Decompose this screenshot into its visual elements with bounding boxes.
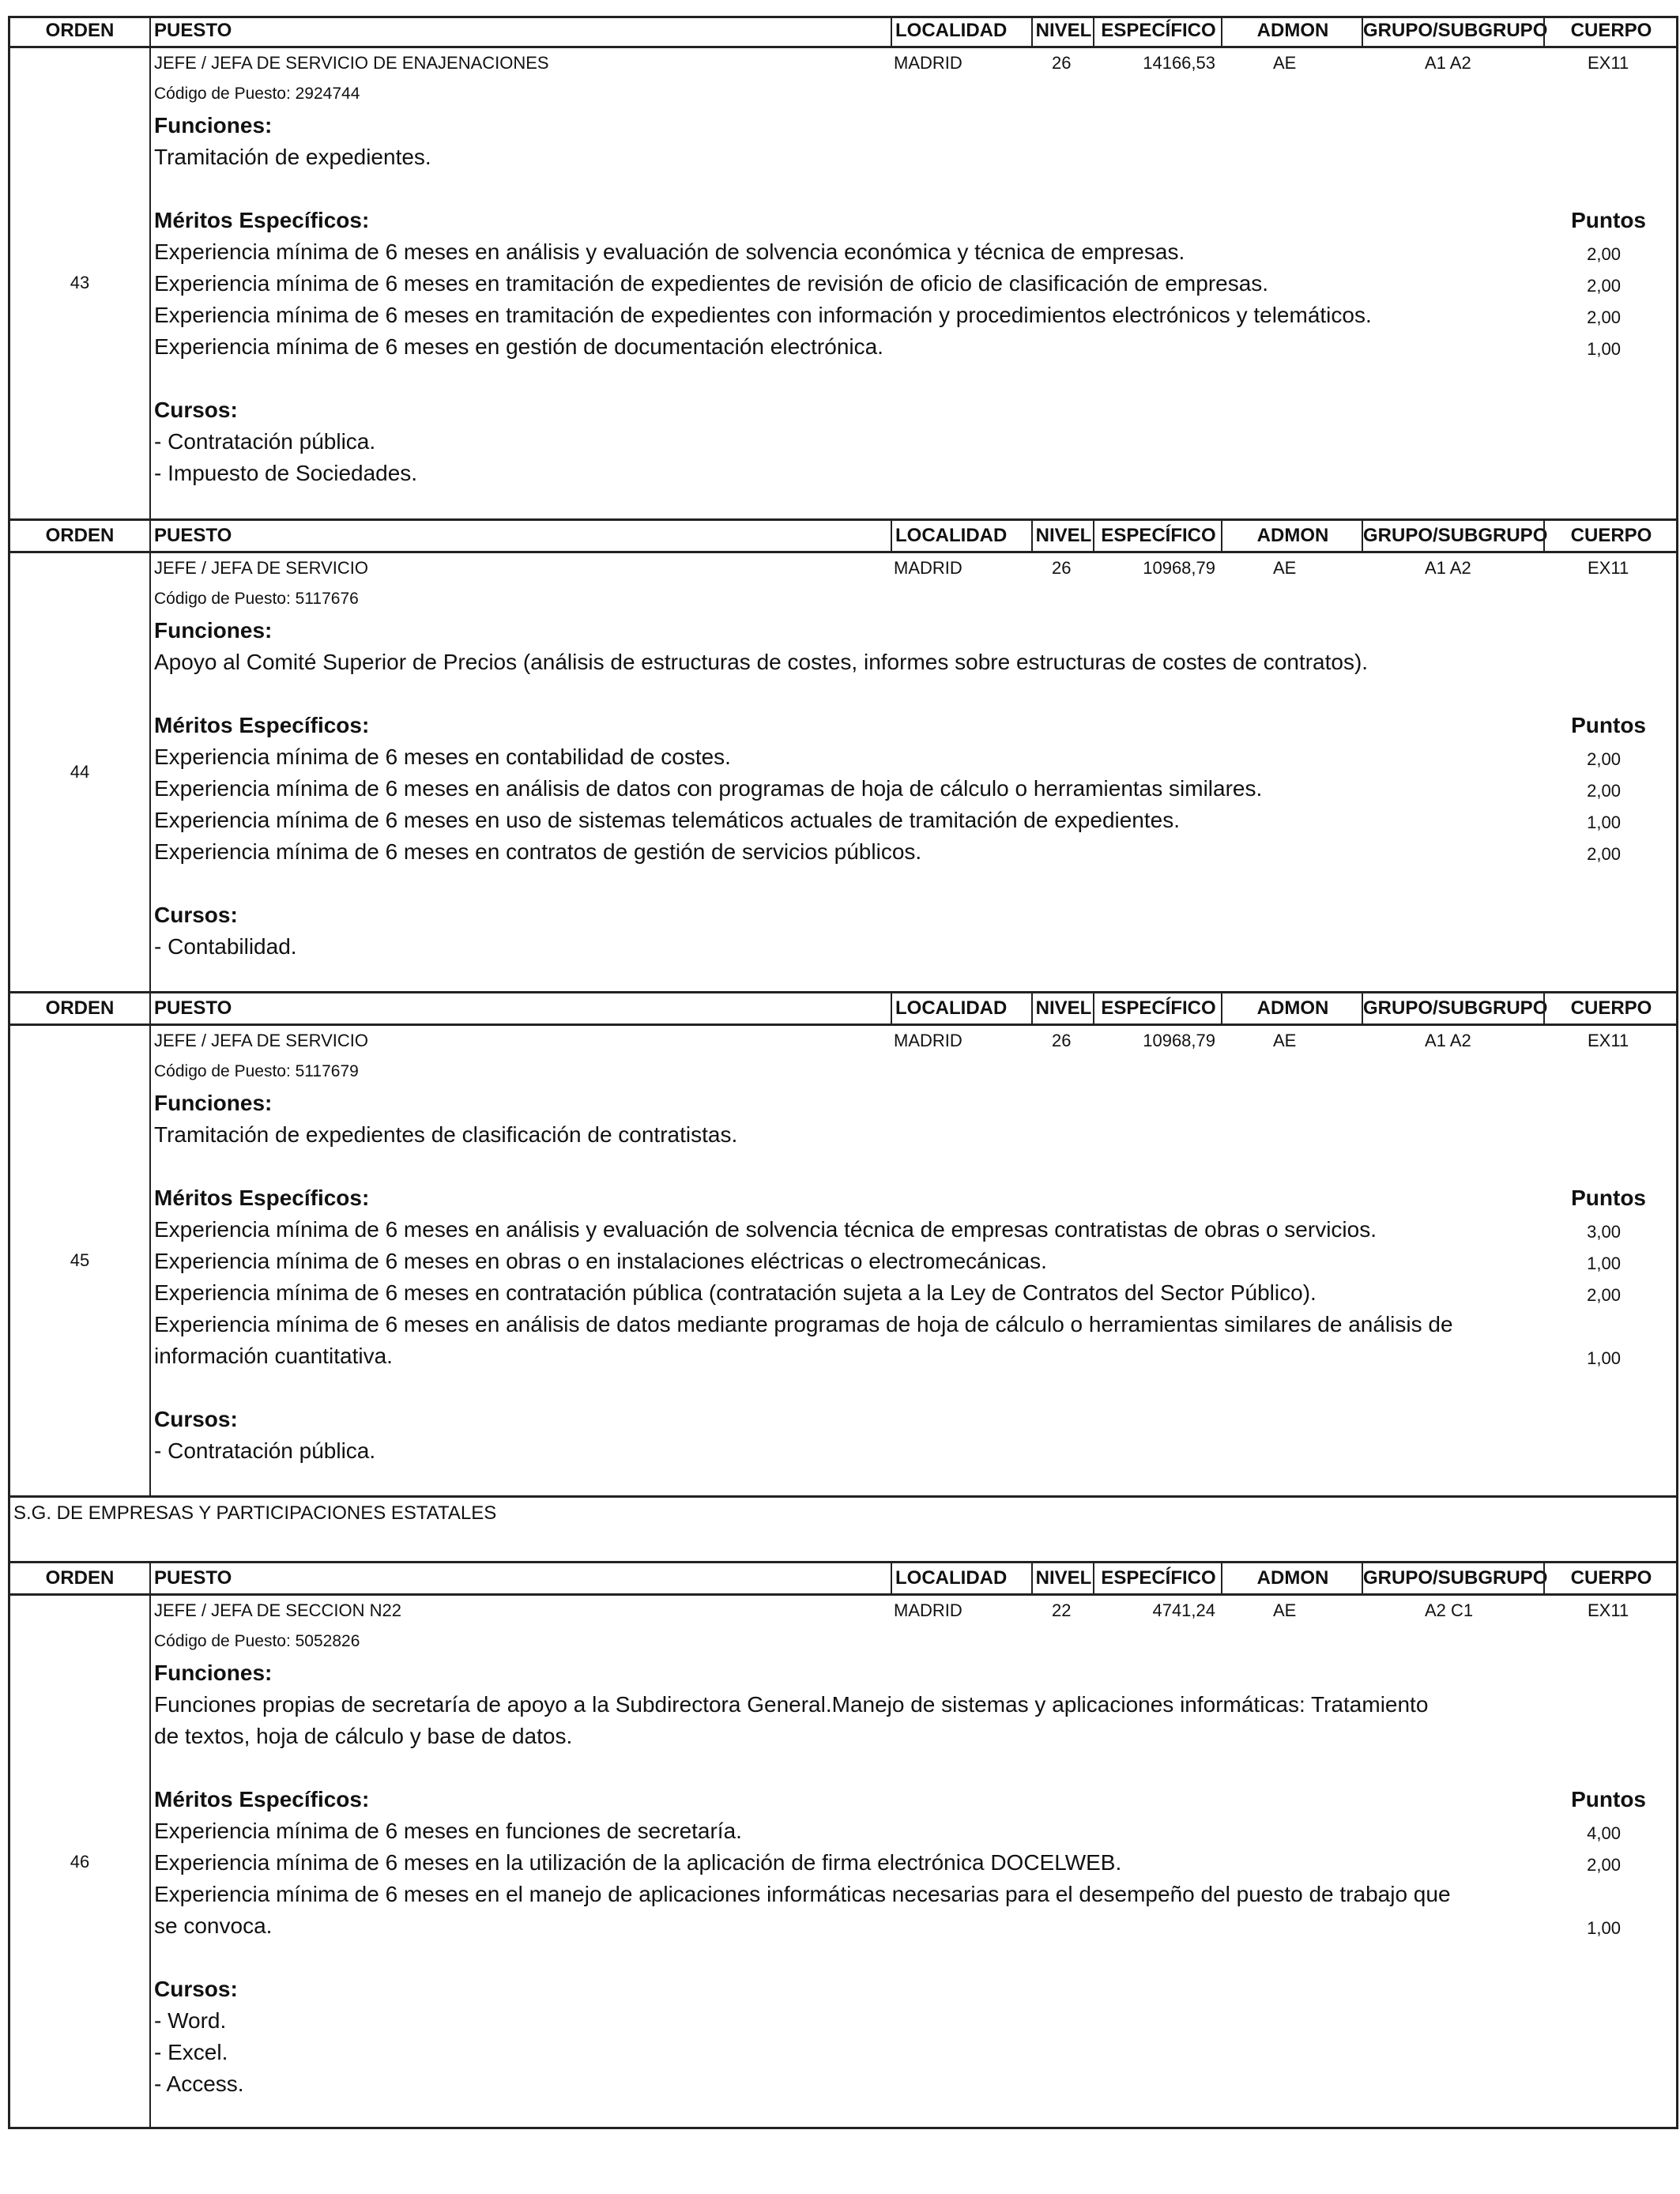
header-puesto: PUESTO	[149, 993, 895, 1023]
header-orden: ORDEN	[45, 1567, 115, 1589]
grupo-value: A1 A2	[1425, 53, 1471, 73]
header-puesto: PUESTO	[149, 16, 895, 46]
nivel-value: 26	[1052, 558, 1072, 578]
merito-puntos: 2,00	[1587, 1855, 1621, 1875]
admon-value: AE	[1273, 53, 1297, 73]
cursos-label: Cursos:	[154, 398, 238, 422]
merito-puntos: 4,00	[1587, 1823, 1621, 1843]
puntos-label: Puntos	[1571, 713, 1646, 737]
cuerpo-value: EX11	[1588, 53, 1629, 73]
job-entry-46	[10, 1561, 1676, 2127]
codigo-puesto: Código de Puesto: 5117679	[154, 1062, 359, 1080]
header-localidad: LOCALIDAD	[891, 16, 1036, 46]
codigo-puesto: Código de Puesto: 5052826	[154, 1632, 360, 1650]
entry-body	[10, 1026, 1676, 1495]
header-grupo: GRUPO/SUBGRUPO	[1362, 1563, 1545, 1593]
header-cuerpo: CUERPO	[1543, 993, 1678, 1023]
meritos-label: Méritos Específicos:	[154, 208, 370, 232]
table-header	[10, 991, 1676, 1026]
merito-text: Experiencia mínima de 6 meses en el manejo de aplicaciones informáticas necesarias para el desempeño del puesto de trabajo que	[154, 1882, 1451, 1906]
merito-text: Experiencia mínima de 6 meses en análisis y evaluación de solvencia técnica de empresas contratistas de obras o servicios.	[154, 1217, 1377, 1242]
merito-puntos: 1,00	[1587, 1348, 1621, 1368]
puntos-label: Puntos	[1571, 208, 1646, 232]
header-localidad: LOCALIDAD	[891, 521, 1036, 551]
puntos-label: Puntos	[1571, 1186, 1646, 1210]
merito-puntos: 1,00	[1587, 1918, 1621, 1938]
merito-text: Experiencia mínima de 6 meses en obras o en instalaciones eléctricas o electromecánicas.	[154, 1249, 1047, 1273]
merito-text: Experiencia mínima de 6 meses en análisis y evaluación de solvencia económica y técnica de empresas.	[154, 239, 1185, 264]
cuerpo-value: EX11	[1588, 1600, 1629, 1620]
header-nivel: NIVEL	[1031, 993, 1094, 1023]
header-grupo: GRUPO/SUBGRUPO	[1362, 16, 1545, 46]
orden-number: 45	[70, 1250, 90, 1270]
especifico-value: 4741,24	[1152, 1600, 1215, 1620]
header-orden: ORDEN	[45, 525, 115, 546]
header-puesto: PUESTO	[149, 521, 895, 551]
meritos-label: Méritos Específicos:	[154, 1787, 370, 1811]
merito-text-cont: se convoca.	[154, 1913, 273, 1938]
puesto-name: JEFE / JEFA DE SERVICIO	[154, 1031, 369, 1050]
funciones-label: Funciones:	[154, 1661, 273, 1685]
merito-text: Experiencia mínima de 6 meses en contratos de gestión de servicios públicos.	[154, 839, 922, 864]
meritos-label: Méritos Específicos:	[154, 713, 370, 737]
header-nivel: NIVEL	[1031, 1563, 1094, 1593]
header-especifico: ESPECÍFICO	[1093, 521, 1222, 551]
merito-puntos: 1,00	[1587, 812, 1621, 832]
puesto-name: JEFE / JEFA DE SECCION N22	[154, 1600, 401, 1620]
merito-puntos: 2,00	[1587, 749, 1621, 769]
grupo-value: A1 A2	[1425, 1031, 1471, 1050]
localidad-value: MADRID	[894, 53, 962, 73]
funciones-text: Tramitación de expedientes.	[154, 145, 431, 169]
header-localidad: LOCALIDAD	[891, 993, 1036, 1023]
header-admon: ADMON	[1221, 521, 1363, 551]
job-entry-43	[10, 16, 1676, 518]
merito-puntos: 2,00	[1587, 276, 1621, 296]
merito-puntos: 2,00	[1587, 1285, 1621, 1305]
nivel-value: 26	[1052, 1031, 1072, 1050]
funciones-label: Funciones:	[154, 1091, 273, 1115]
job-entry-45	[10, 991, 1676, 1495]
merito-text: Experiencia mínima de 6 meses en contabilidad de costes.	[154, 745, 731, 769]
header-admon: ADMON	[1221, 993, 1363, 1023]
nivel-value: 22	[1052, 1600, 1072, 1620]
merito-puntos: 2,00	[1587, 781, 1621, 801]
cursos-label: Cursos:	[154, 903, 238, 927]
table-header	[10, 518, 1676, 553]
codigo-puesto: Código de Puesto: 2924744	[154, 85, 360, 103]
header-admon: ADMON	[1221, 16, 1363, 46]
merito-text: Experiencia mínima de 6 meses en uso de sistemas telemáticos actuales de tramitación de expedientes.	[154, 808, 1181, 832]
funciones-text: Apoyo al Comité Superior de Precios (análisis de estructuras de costes, informes sobre estructuras de costes de contratos).	[154, 650, 1369, 674]
top-border	[8, 16, 1678, 18]
merito-text-cont: información cuantitativa.	[154, 1344, 393, 1368]
section-title: S.G. DE EMPRESAS Y PARTICIPACIONES ESTATALES	[13, 1502, 497, 1524]
funciones-text-cont: de textos, hoja de cálculo y base de datos.	[154, 1724, 573, 1748]
merito-text: Experiencia mínima de 6 meses en gestión de documentación electrónica.	[154, 334, 883, 359]
header-cuerpo: CUERPO	[1543, 521, 1678, 551]
header-admon: ADMON	[1221, 1563, 1363, 1593]
orden-number: 46	[70, 1852, 90, 1872]
header-cuerpo: CUERPO	[1543, 1563, 1678, 1593]
header-puesto: PUESTO	[149, 1563, 895, 1593]
merito-text: Experiencia mínima de 6 meses en tramitación de expedientes de revisión de oficio de clasificación de empresas.	[154, 271, 1269, 296]
header-especifico: ESPECÍFICO	[1093, 1563, 1222, 1593]
table-header	[10, 1561, 1676, 1596]
merito-puntos: 1,00	[1587, 339, 1621, 359]
section-title-row	[10, 1495, 1676, 1561]
curso-item: - Excel.	[154, 2040, 228, 2064]
cursos-label: Cursos:	[154, 1977, 238, 2001]
admon-value: AE	[1273, 558, 1297, 578]
funciones-text: Funciones propias de secretaría de apoyo a la Subdirectora General.Manejo de sistemas y aplicaciones informáticas: Tratamiento	[154, 1692, 1429, 1717]
entry-body	[10, 48, 1676, 518]
nivel-value: 26	[1052, 53, 1072, 73]
header-especifico: ESPECÍFICO	[1093, 16, 1222, 46]
header-nivel: NIVEL	[1031, 521, 1094, 551]
grupo-value: A2 C1	[1425, 1600, 1474, 1620]
entry-body	[10, 553, 1676, 991]
table-header	[10, 16, 1676, 48]
merito-text: Experiencia mínima de 6 meses en análisis de datos mediante programas de hoja de cálculo o herramientas similares de análisis de	[154, 1312, 1453, 1336]
header-especifico: ESPECÍFICO	[1093, 993, 1222, 1023]
localidad-value: MADRID	[894, 1031, 962, 1050]
header-localidad: LOCALIDAD	[891, 1563, 1036, 1593]
header-nivel: NIVEL	[1031, 16, 1094, 46]
puesto-name: JEFE / JEFA DE SERVICIO DE ENAJENACIONES	[154, 53, 549, 73]
merito-text: Experiencia mínima de 6 meses en contratación pública (contratación sujeta a la Ley de Contratos del Sector Público).	[154, 1280, 1317, 1305]
merito-text: Experiencia mínima de 6 meses en funciones de secretaría.	[154, 1819, 742, 1843]
funciones-text: Tramitación de expedientes de clasificación de contratistas.	[154, 1122, 738, 1147]
curso-item: - Access.	[154, 2071, 244, 2096]
header-orden: ORDEN	[45, 997, 115, 1019]
curso-item: - Impuesto de Sociedades.	[154, 461, 418, 485]
puesto-name: JEFE / JEFA DE SERVICIO	[154, 558, 369, 578]
localidad-value: MADRID	[894, 558, 962, 578]
curso-item: - Contabilidad.	[154, 934, 297, 959]
funciones-label: Funciones:	[154, 113, 273, 138]
admon-value: AE	[1273, 1600, 1297, 1620]
merito-puntos: 1,00	[1587, 1253, 1621, 1273]
merito-puntos: 3,00	[1587, 1222, 1621, 1242]
curso-item: - Word.	[154, 2008, 227, 2033]
header-grupo: GRUPO/SUBGRUPO	[1362, 521, 1545, 551]
meritos-label: Méritos Específicos:	[154, 1186, 370, 1210]
curso-item: - Contratación pública.	[154, 429, 376, 454]
merito-text: Experiencia mínima de 6 meses en tramitación de expedientes con información y procedimientos electrónicos y telemáticos.	[154, 303, 1372, 327]
especifico-value: 14166,53	[1143, 53, 1215, 73]
cuerpo-value: EX11	[1588, 558, 1629, 578]
orden-number: 43	[70, 273, 90, 292]
localidad-value: MADRID	[894, 1600, 962, 1620]
curso-item: - Contratación pública.	[154, 1438, 376, 1463]
merito-puntos: 2,00	[1587, 244, 1621, 264]
header-cuerpo: CUERPO	[1543, 16, 1678, 46]
job-entry-44	[10, 518, 1676, 991]
especifico-value: 10968,79	[1143, 1031, 1215, 1050]
admon-value: AE	[1273, 1031, 1297, 1050]
funciones-label: Funciones:	[154, 618, 273, 643]
header-grupo: GRUPO/SUBGRUPO	[1362, 993, 1545, 1023]
codigo-puesto: Código de Puesto: 5117676	[154, 590, 359, 608]
merito-puntos: 2,00	[1587, 844, 1621, 864]
entry-body	[10, 1596, 1676, 2127]
cursos-label: Cursos:	[154, 1407, 238, 1431]
document-page	[8, 16, 1678, 2129]
grupo-value: A1 A2	[1425, 558, 1471, 578]
merito-text: Experiencia mínima de 6 meses en la utilización de la aplicación de firma electrónica DOCELWEB.	[154, 1850, 1122, 1875]
header-orden: ORDEN	[45, 20, 115, 41]
puntos-label: Puntos	[1571, 1787, 1646, 1811]
orden-number: 44	[70, 762, 90, 782]
merito-text: Experiencia mínima de 6 meses en análisis de datos con programas de hoja de cálculo o herramientas similares.	[154, 776, 1263, 801]
especifico-value: 10968,79	[1143, 558, 1215, 578]
cuerpo-value: EX11	[1588, 1031, 1629, 1050]
merito-puntos: 2,00	[1587, 307, 1621, 327]
